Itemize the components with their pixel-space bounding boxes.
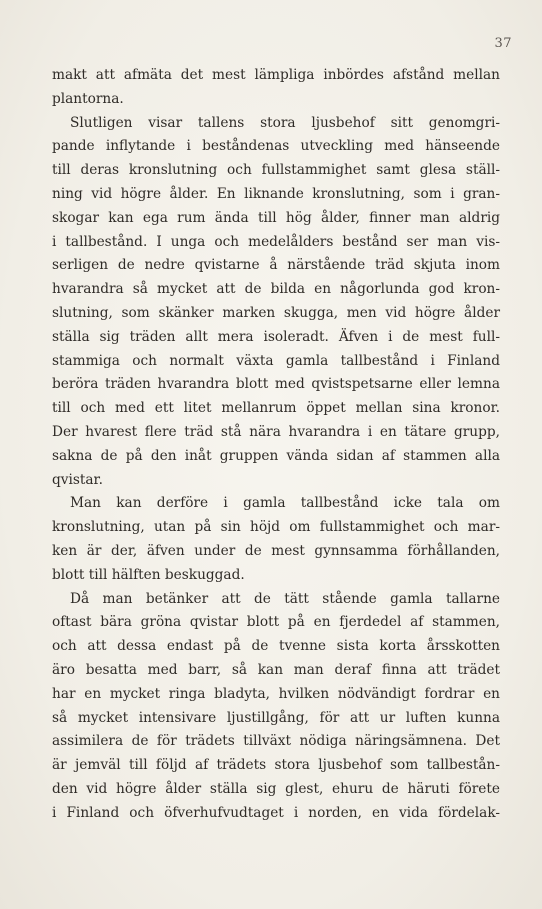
text-line: har en mycket ringa bladyta, hvilken nödvändigt fordrar en — [52, 685, 500, 702]
text-line: Man kan derföre i gamla tallbestånd icke tala om — [70, 495, 500, 512]
text-line: assimilera de för trädets tillväxt nödiga näringsämnena. Det — [52, 733, 500, 750]
text-line: sakna de på den inåt gruppen vända sidan af stammen alla — [52, 447, 500, 464]
text-line: Der hvarest flere träd stå nära hvarandra i en tätare grupp, — [52, 423, 500, 440]
text-line: i Finland och öfverhufvudtaget i norden, en vida fördelak- — [52, 804, 500, 821]
text-line: plantorna. — [52, 90, 124, 107]
text-line: serligen de nedre qvistarne å närstående träd skjuta inom — [52, 257, 500, 274]
text-line: pande inflytande i beståndenas utveckling med hänseende — [52, 138, 500, 155]
body-text — [52, 64, 500, 826]
text-line: Då man betänker att de tätt stående gamla tallarne — [70, 590, 500, 607]
text-line: slutning, som skänker marken skugga, men vid högre ålder — [52, 304, 500, 321]
text-line: oftast bära gröna qvistar blott på en fjerdedel af stammen, — [52, 614, 500, 631]
text-line: ställa sig träden allt mera isoleradt. Äfven i de mest full- — [52, 328, 500, 345]
text-line: är jemväl till följd af trädets stora ljusbehof som tallbestån- — [52, 757, 500, 774]
text-line: hvarandra så mycket att de bilda en någorlunda god kron- — [52, 281, 500, 298]
text-line: så mycket intensivare ljustillgång, för att ur luften kunna — [52, 709, 500, 726]
text-line: Slutligen visar tallens stora ljusbehof sitt genomgri- — [70, 114, 500, 131]
text-line: qvistar. — [52, 471, 103, 488]
text-line: till och med ett litet mellanrum öppet mellan sina kronor. — [52, 400, 500, 417]
text-line: makt att afmäta det mest lämpliga inbördes afstånd mellan — [52, 67, 500, 83]
text-line: den vid högre ålder ställa sig glest, ehuru de häruti förete — [52, 780, 500, 797]
text-line: blott till hälften beskuggad. — [52, 566, 245, 583]
text-line: i tallbestånd. I unga och medelålders bestånd ser man vis- — [52, 233, 500, 250]
page-number: 37 — [494, 36, 512, 51]
text-line: och att dessa endast på de tvenne sista korta årsskotten — [52, 638, 500, 655]
text-line: till deras kronslutning och fullstammighet samt glesa ställ- — [52, 162, 500, 179]
text-line: ken är der, äfven under de mest gynnsamma förhållanden, — [52, 542, 500, 559]
text-line: ning vid högre ålder. En liknande kronslutning, som i gran- — [52, 185, 500, 202]
text-line: stammiga och normalt växta gamla tallbestånd i Finland — [52, 352, 500, 369]
text-line: kronslutning, utan på sin höjd om fullstammighet och mar- — [52, 519, 500, 536]
text-line: äro besatta med barr, så kan man deraf finna att trädet — [52, 661, 500, 678]
text-line: beröra träden hvarandra blott med qvistspetsarne eller lemna — [52, 376, 500, 393]
text-line: skogar kan ega rum ända till hög ålder, finner man aldrig — [52, 209, 500, 226]
